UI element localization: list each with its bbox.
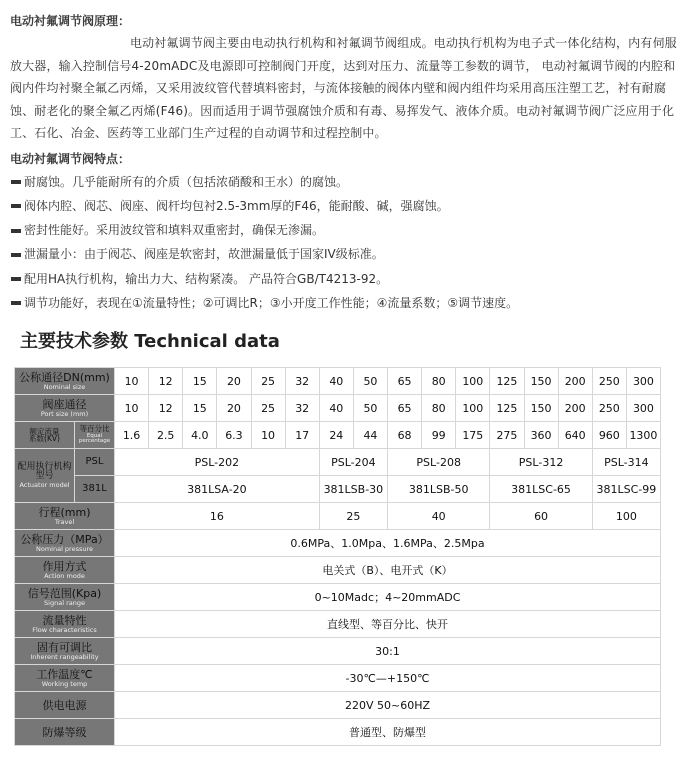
cell: 275	[490, 422, 524, 449]
intro-section	[10, 10, 686, 315]
cell: 80	[422, 368, 456, 395]
bullet-icon	[11, 180, 21, 184]
bullet-icon	[11, 301, 21, 305]
cell: 32	[285, 368, 319, 395]
row-explosion	[15, 719, 661, 746]
cell: 125	[490, 368, 524, 395]
label-travel: 行程(mm) Travel	[15, 503, 115, 530]
bullet-icon	[11, 253, 21, 257]
cell: 20	[217, 368, 251, 395]
cell: 65	[388, 395, 422, 422]
label-pressure: 公称压力（MPa） Nominal pressure	[15, 530, 115, 557]
label-381l: 381L	[75, 476, 115, 503]
bullet-icon	[11, 204, 21, 208]
label-action: 作用方式 Action mode	[15, 557, 115, 584]
cell: 16	[115, 503, 320, 530]
feature-item: 密封性能好。采用波纹管和填料双重密封，确保无渗漏。	[10, 218, 686, 242]
cell: 0~10Madc；4~20mmADC	[115, 584, 661, 611]
row-rangeability	[15, 638, 661, 665]
cell: 250	[592, 368, 626, 395]
cell: 25	[251, 395, 285, 422]
cell: 17	[285, 422, 319, 449]
feature-item: 配用HA执行机构，输出力大、结构紧凑。 产品符合GB/T4213-92。	[10, 267, 686, 291]
cell: 175	[456, 422, 490, 449]
feature-item: 泄漏量小：由于阀芯、阀座是软密封，故泄漏量低于国家IV级标准。	[10, 242, 686, 266]
cell: 1.6	[115, 422, 149, 449]
label-kv-type: 等百分比 Equal percentage	[75, 422, 115, 449]
cell: 381LSA-20	[115, 476, 320, 503]
cell: 10	[251, 422, 285, 449]
tech-title: 主要技术参数 Technical data	[20, 331, 280, 352]
row-nominal-size	[15, 368, 661, 395]
features-title: 电动衬氟调节阀特点：	[10, 151, 131, 166]
cell: 32	[285, 395, 319, 422]
row-travel	[15, 503, 661, 530]
label-power: 供电电源	[15, 692, 115, 719]
bullet-icon	[11, 229, 21, 233]
cell: PSL-312	[490, 449, 592, 476]
row-port-size	[15, 395, 661, 422]
label-signal: 信号范围(Kpa) Signal range	[15, 584, 115, 611]
row-power	[15, 692, 661, 719]
cell: 200	[558, 368, 592, 395]
row-pressure	[15, 530, 661, 557]
principle-title: 电动衬氟调节阀原理：	[10, 14, 131, 28]
cell: 360	[524, 422, 558, 449]
cell: 150	[524, 368, 558, 395]
label-flow: 流量特性 Flow characteristics	[15, 611, 115, 638]
cell: PSL-202	[115, 449, 320, 476]
cell: 381LSC-65	[490, 476, 592, 503]
cell: 直线型、等百分比、快开	[115, 611, 661, 638]
label-explosion: 防爆等级	[15, 719, 115, 746]
cell: 220V 50~60HZ	[115, 692, 661, 719]
cell: -30℃—+150℃	[115, 665, 661, 692]
cell: 80	[422, 395, 456, 422]
cell: 150	[524, 395, 558, 422]
cell: 250	[592, 395, 626, 422]
cell: 25	[251, 368, 285, 395]
spec-table	[14, 367, 661, 746]
label-rangeability: 固有可调比 Inherent rangeability	[15, 638, 115, 665]
cell: 381LSB-50	[388, 476, 490, 503]
cell: 1300	[626, 422, 660, 449]
cell: 12	[149, 368, 183, 395]
cell: 65	[388, 368, 422, 395]
cell: 6.3	[217, 422, 251, 449]
cell: 普通型、防爆型	[115, 719, 661, 746]
row-actuator-381l	[15, 476, 661, 503]
cell: 381LSB-30	[319, 476, 387, 503]
row-action	[15, 557, 661, 584]
cell: 100	[592, 503, 660, 530]
cell: 960	[592, 422, 626, 449]
row-actuator-psl	[15, 449, 661, 476]
cell: 100	[456, 368, 490, 395]
cell: 44	[353, 422, 387, 449]
label-temperature: 工作温度℃ Working temp	[15, 665, 115, 692]
label-port-size: 阀座通径 Port size (mm)	[15, 395, 115, 422]
cell: 20	[217, 395, 251, 422]
row-signal	[15, 584, 661, 611]
cell: PSL-204	[319, 449, 387, 476]
cell: 15	[183, 368, 217, 395]
cell: 68	[388, 422, 422, 449]
cell: 100	[456, 395, 490, 422]
cell: 200	[558, 395, 592, 422]
cell: 0.6MPa、1.0Mpa、1.6MPa、2.5Mpa	[115, 530, 661, 557]
cell: PSL-208	[388, 449, 490, 476]
cell: 50	[353, 368, 387, 395]
cell: 电关式（B）、电开式（K）	[115, 557, 661, 584]
cell: 50	[353, 395, 387, 422]
cell: 10	[115, 395, 149, 422]
feature-item: 调节功能好，表现在①流量特性；②可调比R；③小开度工作性能；④流量系数；⑤调节速度。	[10, 291, 686, 315]
label-psl: PSL	[75, 449, 115, 476]
cell: 99	[422, 422, 456, 449]
cell: 15	[183, 395, 217, 422]
cell: 10	[115, 368, 149, 395]
feature-item: 阀体内腔、阀芯、阀座、阀杆均包衬2.5-3mm厚的F46，能耐酸、碱，强腐蚀。	[10, 194, 686, 218]
cell: 2.5	[149, 422, 183, 449]
cell: 300	[626, 395, 660, 422]
cell: PSL-314	[592, 449, 660, 476]
cell: 12	[149, 395, 183, 422]
cell: 40	[319, 368, 353, 395]
cell: 4.0	[183, 422, 217, 449]
bullet-icon	[11, 277, 21, 281]
cell: 40	[388, 503, 490, 530]
cell: 381LSC-99	[592, 476, 660, 503]
principle-paragraph: 电动衬氟调节阀主要由电动执行机构和衬氟调节阀组成。电动执行机构为电子式一体化结构，内有伺服放大器，输入控制信号4-20mADC及电源即可控制阀门开度，达到对压力、流量等工参数的调节， 电动衬氟调节阀的内腔和阀内件均衬聚全氟乙丙烯，又采用波纹管代替填料密封，与流体接触的阀体内壁和阀内组件均采用高压注塑工艺，衬有耐腐蚀、耐老化的聚全氟乙丙烯(F46)。因而适用于调节强腐蚀介质和有毒、易挥发气、液体介质。电动衬氟调节阀广泛应用于化工、石化、冶金、医药等工业部门生产过程的自动调节和过程控制中。	[10, 36, 677, 140]
cell: 640	[558, 422, 592, 449]
row-flow	[15, 611, 661, 638]
cell: 40	[319, 395, 353, 422]
cell: 25	[319, 503, 387, 530]
cell: 300	[626, 368, 660, 395]
row-temperature	[15, 665, 661, 692]
row-kv	[15, 422, 661, 449]
cell: 125	[490, 395, 524, 422]
label-kv: 额定流量 系数(KV)	[15, 422, 75, 449]
label-nominal-size: 公称通径DN(mm) Nominal size	[15, 368, 115, 395]
cell: 24	[319, 422, 353, 449]
cell: 30:1	[115, 638, 661, 665]
label-actuator: 配用执行机构型号 Actuator model	[15, 449, 75, 503]
cell: 60	[490, 503, 592, 530]
features-list	[10, 170, 686, 316]
feature-item: 耐腐蚀。几乎能耐所有的介质（包括浓硝酸和王水）的腐蚀。	[10, 170, 686, 194]
